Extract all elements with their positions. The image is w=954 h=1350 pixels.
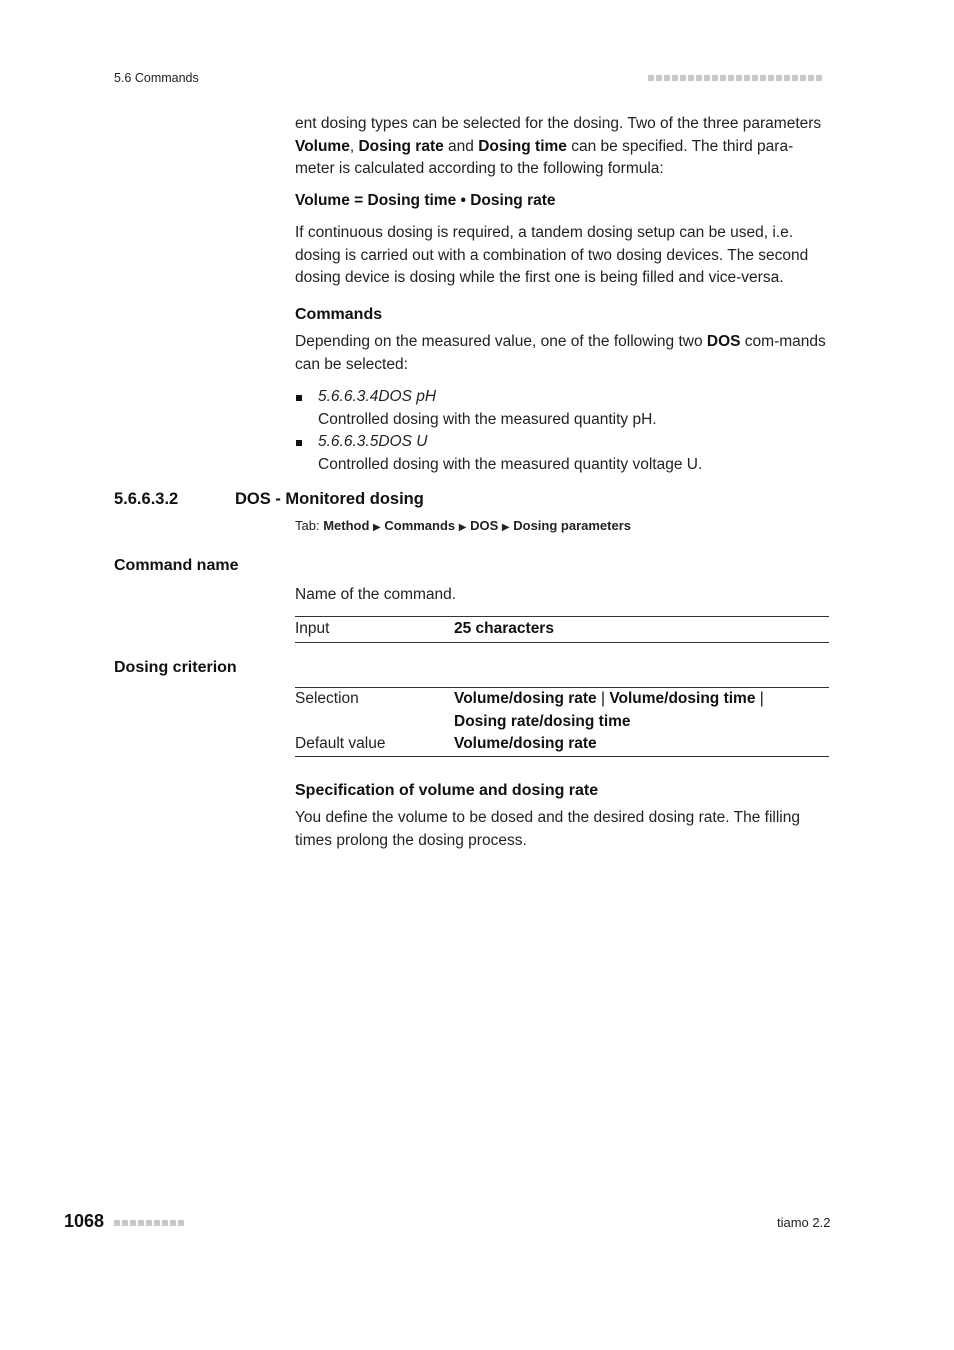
section-title: DOS - Monitored dosing bbox=[235, 490, 424, 508]
header-decoration bbox=[648, 75, 822, 81]
bullet-icon bbox=[296, 395, 302, 401]
tab-breadcrumb: Tab: Method ▶ Commands ▶ DOS ▶ Dosing parameters bbox=[295, 518, 631, 533]
table-key: Selection bbox=[295, 690, 359, 707]
table-value: Volume/dosing rate | Volume/dosing time | Dosing rate/dosing time bbox=[454, 690, 764, 730]
list-item bbox=[295, 386, 829, 431]
commands-heading: Commands bbox=[295, 306, 383, 323]
spec-paragraph: You define the volume to be dosed and the desired dosing rate. The filling times prolong the dosing process. bbox=[295, 809, 800, 849]
command-link[interactable]: 5.6.6.3.4DOS pH bbox=[318, 388, 437, 405]
commands-paragraph: Depending on the measured value, one of the following two DOS com-mands can be selected: bbox=[295, 333, 826, 373]
formula: Volume = Dosing time • Dosing rate bbox=[295, 192, 556, 209]
param-table-dosing-criterion bbox=[295, 687, 829, 757]
param-description: Name of the command. bbox=[295, 586, 457, 603]
arrow-right-icon: ▶ bbox=[373, 522, 381, 533]
param-label-dosing-criterion: Dosing criterion bbox=[114, 659, 237, 676]
running-header: 5.6 Commands bbox=[114, 71, 199, 85]
section-number: 5.6.6.3.2 bbox=[114, 490, 179, 508]
table-key: Input bbox=[295, 620, 330, 637]
intro-paragraph: ent dosing types can be selected for the dosing. Two of the three parameters Volume, Dosing rate and Dosing time can be specified. The third para-meter is calculated according to the following formula: bbox=[295, 115, 822, 177]
list-item bbox=[295, 431, 829, 476]
arrow-right-icon: ▶ bbox=[458, 522, 467, 533]
list-item-desc: Controlled dosing with the measured quantity voltage U. bbox=[318, 455, 703, 473]
product-name: tiamo 2.2 bbox=[777, 1215, 831, 1230]
page-number: 1068 bbox=[64, 1211, 105, 1231]
param-table-command-name bbox=[295, 616, 829, 643]
list-item-desc: Controlled dosing with the measured quantity pH. bbox=[318, 410, 657, 428]
table-key: Default value bbox=[295, 735, 386, 752]
arrow-right-icon: ▶ bbox=[501, 522, 510, 533]
command-link[interactable]: 5.6.6.3.5DOS U bbox=[318, 433, 428, 450]
footer-decoration bbox=[114, 1220, 184, 1226]
param-label-command-name: Command name bbox=[114, 557, 239, 574]
spec-heading: Specification of volume and dosing rate bbox=[295, 782, 599, 799]
table-value: 25 characters bbox=[454, 620, 554, 637]
table-value: Volume/dosing rate bbox=[454, 735, 597, 752]
bullet-icon bbox=[296, 440, 302, 446]
tandem-paragraph: If continuous dosing is required, a tandem dosing setup can be used, i.e. dosing is carried out with a combination of two dosing devices. The second dosing device is dosing while the first one is being filled and vice-versa. bbox=[295, 224, 809, 286]
